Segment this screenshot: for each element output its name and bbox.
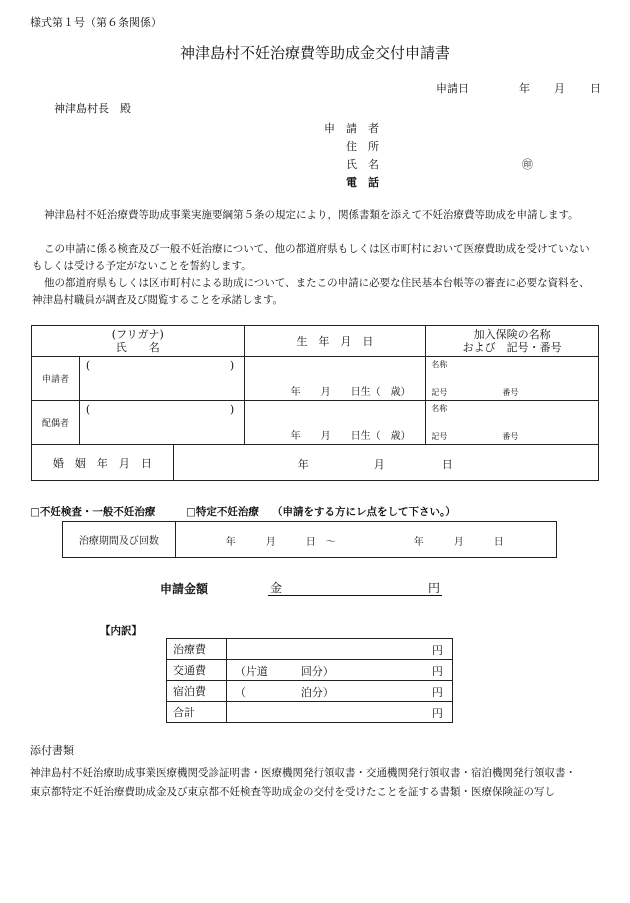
marriage-day: 日 [441,458,453,471]
header-insurance-1: 加入保険の名称 [473,328,551,341]
period-to: 年 月 日 [413,537,504,548]
breakdown-yen: 円 [431,686,443,699]
paren-close: ) [229,359,235,372]
paren-close: ) [229,403,235,416]
row-label-applicant: 申請者 [32,357,80,401]
body-paragraph-3: 他の都道府県もしくは区市町村による助成について、またこの申請に必要な住民基本台帳等の審査に必要な資料を、神津島村職員が調査及び閲覧することを承諾します。 [32,277,590,306]
breakdown-value-cell[interactable] [226,639,452,660]
row-label-spouse: 配偶者 [32,401,80,445]
breakdown-yen: 円 [431,665,443,678]
checkbox-note: （申請をする方にレ点をして下さい。） [272,506,456,518]
addressee: 神津島村長 殿 [54,102,131,115]
breakdown-table [166,638,453,723]
treatment-period-table [62,521,557,558]
date-day: 日 [590,82,601,95]
breakdown-detail: （ 泊分） [234,686,334,699]
header-insurance-2: および 記号・番号 [462,341,562,354]
application-date-label: 申請日 [436,82,469,95]
insurance-name-label: 名称 [431,360,448,369]
form-title: 神津島村不妊治療費等助成金交付申請書 [179,44,450,62]
breakdown-label: 治療費 [167,639,227,660]
breakdown-yen: 円 [431,644,443,657]
treatment-period-cell[interactable] [175,522,556,558]
marriage-date-label: 婚 姻 年 月 日 [32,445,174,481]
amount-field[interactable] [268,578,442,596]
body-paragraph-2: この申請に係る検査及び一般不妊治療について、他の都道府県もしくは区市町村において医療費助成を受けていないもしくは受ける予定がないことを誓約します。 [32,243,590,272]
applicant-insurance-cell[interactable] [426,357,599,401]
marriage-year: 年 [297,458,309,471]
birth-format: 年 月 日生（ 歳） [290,387,411,398]
name-label: 氏 名 [346,158,379,171]
body-paragraph-1: 神津島村不妊治療費等助成事業実施要綱第５条の規定により，関係書類を添えて不妊治療費等助成を申請します。 [44,209,579,221]
attachments-text: 神津島村不妊治療助成事業医療機関受診証明書・医療機関発行領収書・交通機関発行領収書・宿泊機関発行領収書・東京都特定不妊治療費助成金及び東京都不妊検査等助成金の交付を受けたことを証する書類・医療保険証の写し [30,767,576,798]
insurance-symbol-label: 記号 [431,432,448,441]
address-label: 住 所 [346,140,379,153]
checkbox-general-treatment[interactable]: □不妊検査・一般不妊治療 [30,506,156,518]
header-name: 氏 名 [115,341,160,354]
paren-open: ( [85,359,91,372]
period-from: 年 月 日 ～ [225,537,336,548]
header-name-cell [32,326,245,357]
marriage-table [31,444,599,481]
applicant-birth-cell[interactable] [244,357,426,401]
applicant-label: 申 請 者 [324,122,379,135]
paren-open: ( [85,403,91,416]
requested-amount-label: 申請金額 [160,582,209,596]
breakdown-label: 宿泊費 [167,681,227,702]
insurance-symbol-label: 記号 [431,388,448,397]
amount-kin: 金 [270,581,283,595]
breakdown-value-cell[interactable] [226,681,452,702]
breakdown-yen: 円 [431,707,443,720]
applicant-table [31,325,599,445]
breakdown-label: 交通費 [167,660,227,681]
header-birth: 生 年 月 日 [244,326,426,357]
breakdown-label: 合計 [167,702,227,723]
checkbox-specific-treatment[interactable]: □特定不妊治療 [186,506,259,518]
breakdown-detail: （片道 回分） [234,665,334,678]
spouse-name-cell[interactable] [79,401,244,445]
date-month: 月 [554,82,565,95]
amount-yen: 円 [428,581,441,595]
marriage-month: 月 [373,458,385,471]
phone-label: 電 話 [346,176,379,189]
spouse-insurance-cell[interactable] [426,401,599,445]
marriage-date-cell[interactable] [173,445,598,481]
treatment-period-label: 治療期間及び回数 [63,522,176,558]
birth-format: 年 月 日生（ 歳） [290,431,411,442]
form-number: 様式第１号（第６条関係） [30,16,162,29]
spouse-birth-cell[interactable] [244,401,426,445]
insurance-number-label: 番号 [502,432,519,441]
breakdown-value-cell[interactable] [226,660,452,681]
applicant-name-cell[interactable] [79,357,244,401]
breakdown-title: 【内訳】 [100,625,142,637]
seal-mark: ㊞ [522,158,533,171]
insurance-number-label: 番号 [502,388,519,397]
breakdown-value-cell[interactable] [226,702,452,723]
attachments-title: 添付書類 [30,744,74,757]
header-insurance-cell [426,326,599,357]
header-furigana: (フリガナ) [111,328,164,341]
date-year: 年 [519,82,530,95]
insurance-name-label: 名称 [431,404,448,413]
